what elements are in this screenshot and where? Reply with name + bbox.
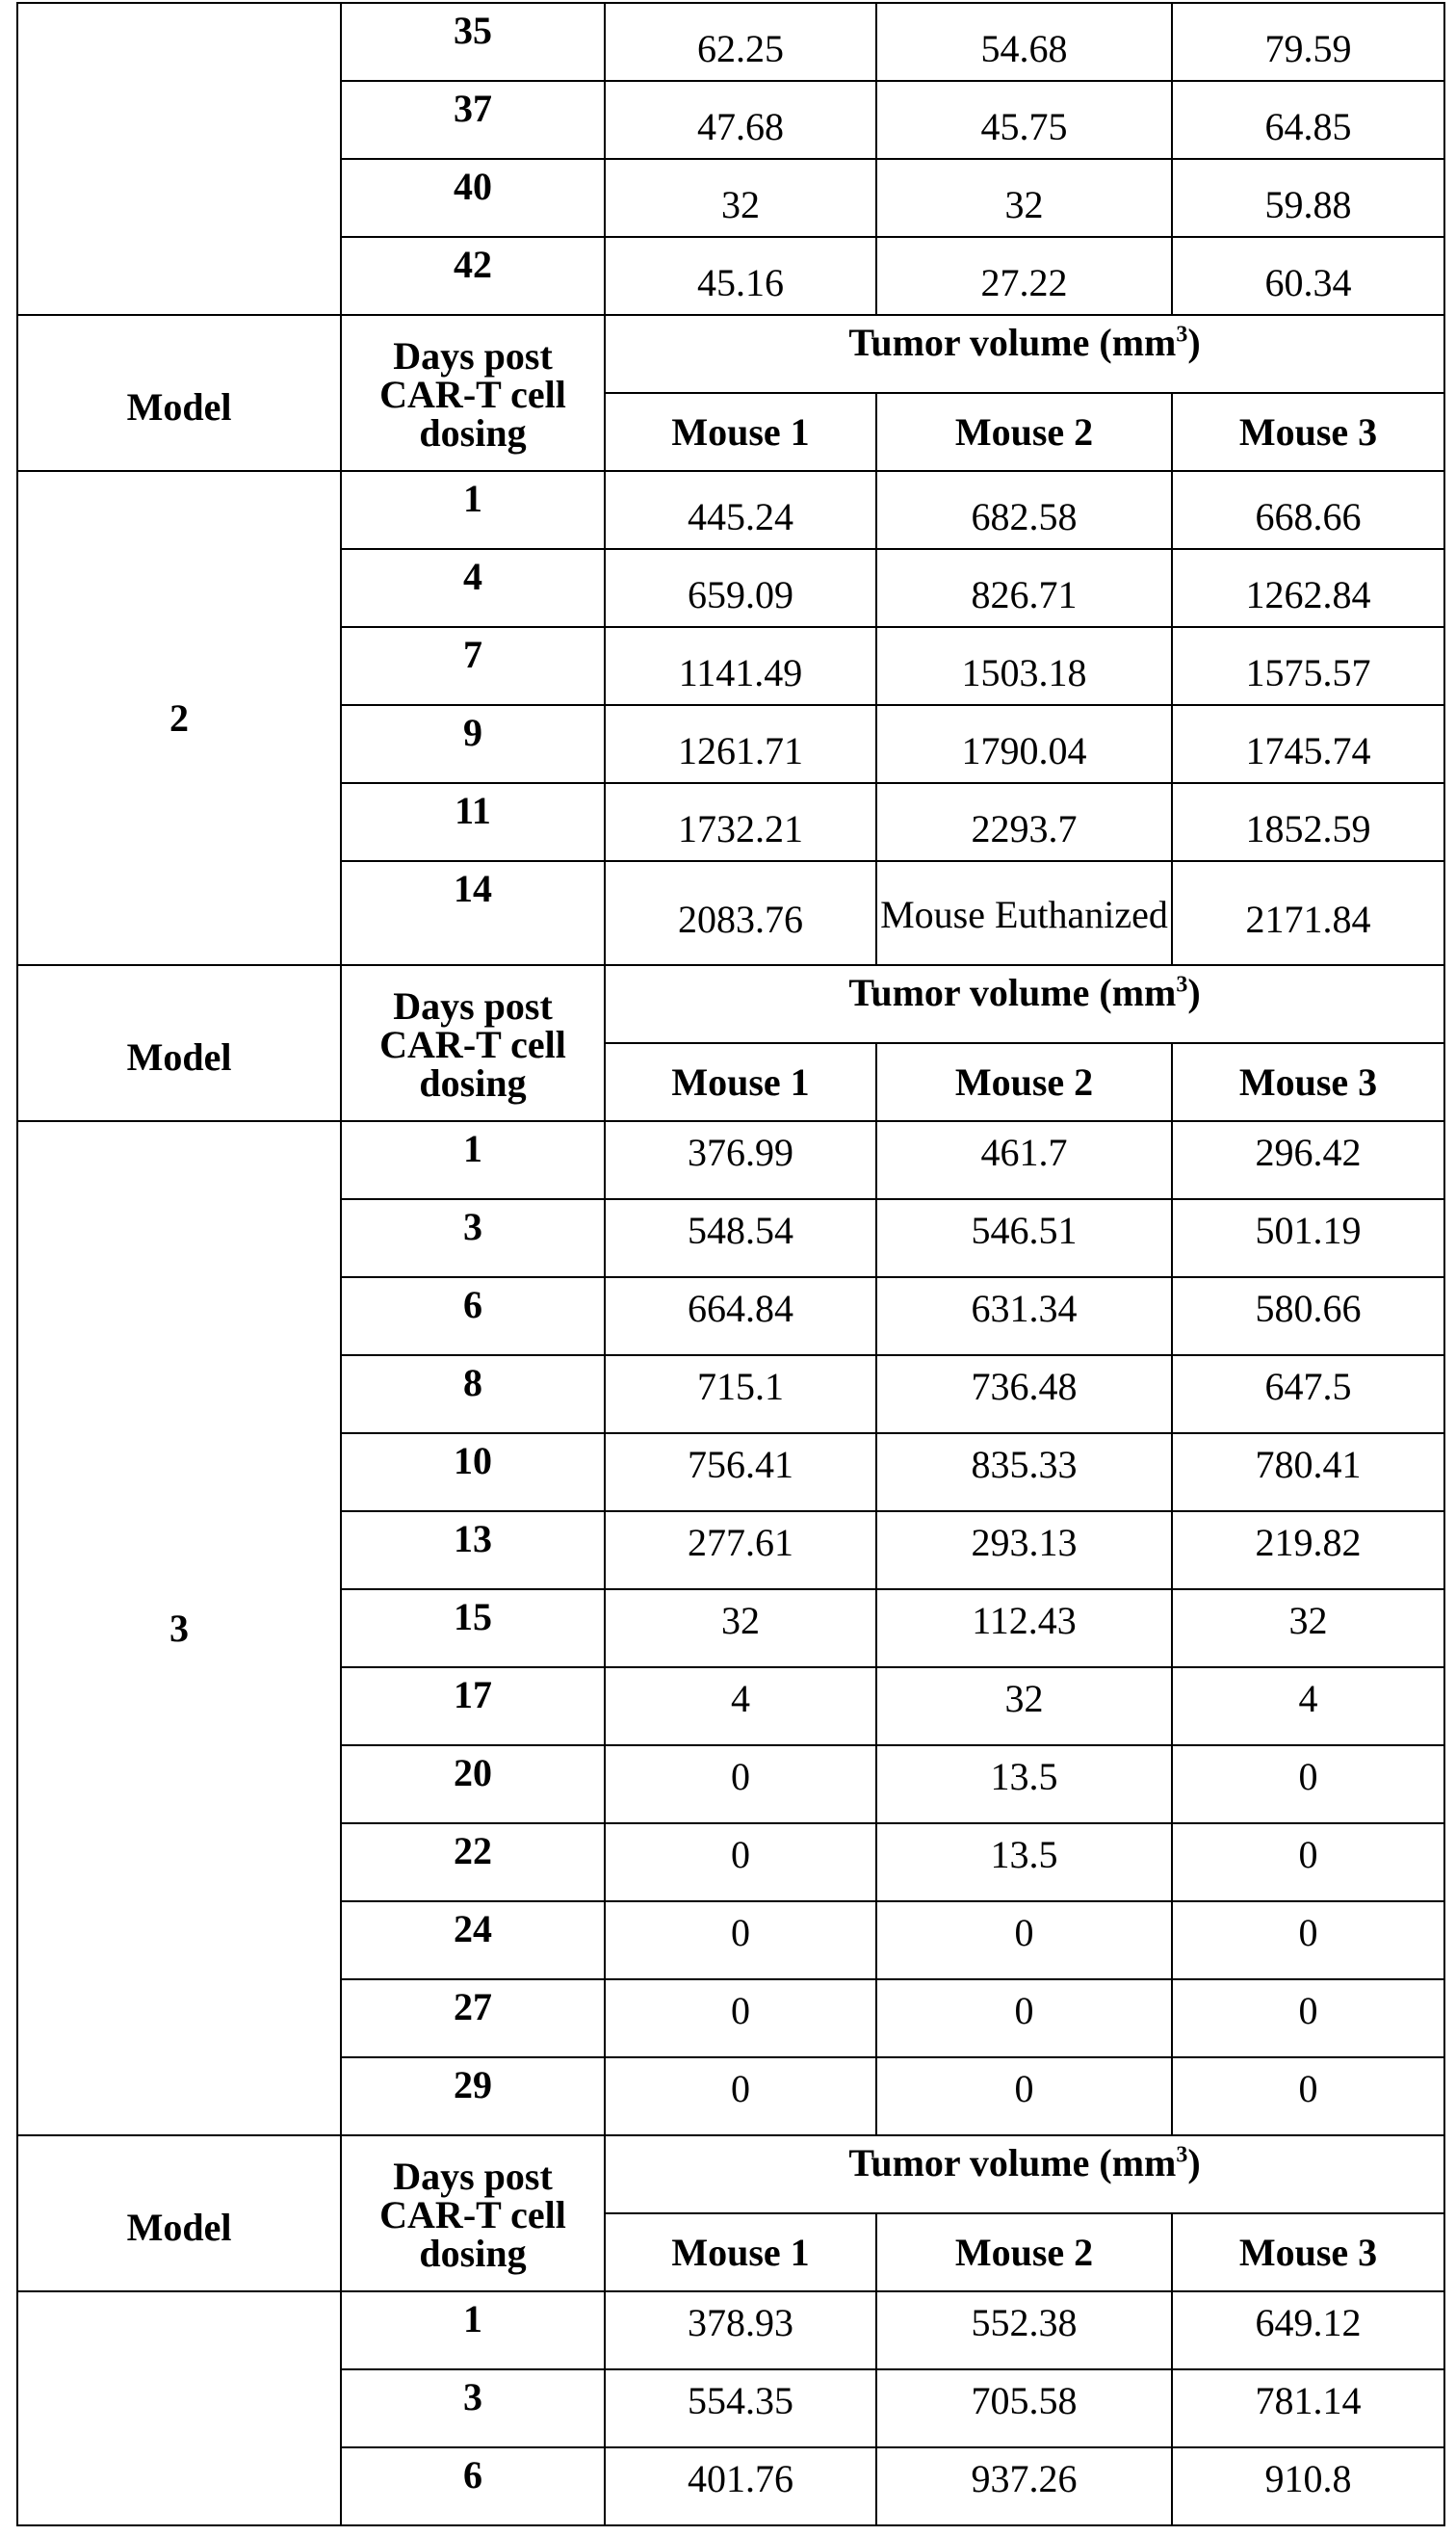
mouse-2-value: 0 bbox=[876, 1979, 1172, 2057]
mouse-2-value: 1503.18 bbox=[876, 627, 1172, 705]
model-cell bbox=[17, 3, 341, 315]
mouse-1-value: 2083.76 bbox=[605, 861, 876, 965]
mouse-1-value: 376.99 bbox=[605, 1121, 876, 1199]
day-cell: 42 bbox=[341, 237, 605, 315]
mouse-3-value: 647.5 bbox=[1172, 1355, 1444, 1433]
mouse-2-value: 45.75 bbox=[876, 81, 1172, 159]
mouse-3-value: 296.42 bbox=[1172, 1121, 1444, 1199]
mouse-2-value: Mouse Euthanized bbox=[876, 861, 1172, 965]
mouse-1-value: 664.84 bbox=[605, 1277, 876, 1355]
mouse-2-value: 546.51 bbox=[876, 1199, 1172, 1277]
day-cell: 9 bbox=[341, 705, 605, 783]
mouse-1-value: 62.25 bbox=[605, 3, 876, 81]
model-header: Model bbox=[17, 2135, 341, 2291]
day-cell: 20 bbox=[341, 1745, 605, 1823]
mouse-1-value: 1261.71 bbox=[605, 705, 876, 783]
mouse-3-value: 781.14 bbox=[1172, 2369, 1444, 2447]
mouse-2-value: 682.58 bbox=[876, 471, 1172, 549]
mouse-1-header: Mouse 1 bbox=[605, 1043, 876, 1121]
day-cell: 37 bbox=[341, 81, 605, 159]
mouse-3-value: 0 bbox=[1172, 1745, 1444, 1823]
mouse-3-value: 0 bbox=[1172, 1823, 1444, 1901]
mouse-2-value: 112.43 bbox=[876, 1589, 1172, 1667]
mouse-2-value: 631.34 bbox=[876, 1277, 1172, 1355]
day-cell: 8 bbox=[341, 1355, 605, 1433]
mouse-1-value: 548.54 bbox=[605, 1199, 876, 1277]
tumor-volume-close: ) bbox=[1187, 2141, 1200, 2184]
day-cell: 1 bbox=[341, 2291, 605, 2369]
day-cell: 24 bbox=[341, 1901, 605, 1979]
mouse-2-value: 0 bbox=[876, 2057, 1172, 2135]
tumor-volume-exponent: 3 bbox=[1176, 323, 1187, 348]
model-cell: 2 bbox=[17, 471, 341, 965]
mouse-3-value: 219.82 bbox=[1172, 1511, 1444, 1589]
table-row bbox=[17, 2291, 1444, 2369]
day-cell: 10 bbox=[341, 1433, 605, 1511]
days-header: Days post CAR-T cell dosing bbox=[341, 965, 605, 1121]
day-cell: 4 bbox=[341, 549, 605, 627]
header-row bbox=[17, 2135, 1444, 2213]
mouse-1-value: 0 bbox=[605, 1745, 876, 1823]
mouse-3-value: 0 bbox=[1172, 1979, 1444, 2057]
mouse-2-value: 705.58 bbox=[876, 2369, 1172, 2447]
mouse-1-value: 0 bbox=[605, 1979, 876, 2057]
day-cell: 14 bbox=[341, 861, 605, 965]
tumor-volume-header bbox=[605, 2135, 1444, 2213]
tumor-volume-close: ) bbox=[1187, 321, 1200, 364]
mouse-1-value: 277.61 bbox=[605, 1511, 876, 1589]
mouse-3-value: 0 bbox=[1172, 1901, 1444, 1979]
tumor-volume-label: Tumor volume (mm bbox=[848, 321, 1176, 364]
day-cell: 13 bbox=[341, 1511, 605, 1589]
mouse-3-value: 32 bbox=[1172, 1589, 1444, 1667]
mouse-2-header: Mouse 2 bbox=[876, 2213, 1172, 2291]
tumor-volume-header bbox=[605, 315, 1444, 393]
mouse-1-value: 32 bbox=[605, 159, 876, 237]
days-header: Days post CAR-T cell dosing bbox=[341, 2135, 605, 2291]
day-cell: 3 bbox=[341, 1199, 605, 1277]
mouse-1-value: 1141.49 bbox=[605, 627, 876, 705]
tumor-volume-exponent: 3 bbox=[1176, 2143, 1187, 2168]
mouse-3-value: 668.66 bbox=[1172, 471, 1444, 549]
header-row bbox=[17, 965, 1444, 1043]
mouse-2-value: 0 bbox=[876, 1901, 1172, 1979]
mouse-1-value: 554.35 bbox=[605, 2369, 876, 2447]
day-cell: 15 bbox=[341, 1589, 605, 1667]
mouse-1-value: 445.24 bbox=[605, 471, 876, 549]
mouse-3-value: 2171.84 bbox=[1172, 861, 1444, 965]
mouse-2-value: 13.5 bbox=[876, 1745, 1172, 1823]
mouse-3-value: 649.12 bbox=[1172, 2291, 1444, 2369]
mouse-3-value: 580.66 bbox=[1172, 1277, 1444, 1355]
day-cell: 40 bbox=[341, 159, 605, 237]
mouse-2-header: Mouse 2 bbox=[876, 393, 1172, 471]
mouse-1-header: Mouse 1 bbox=[605, 2213, 876, 2291]
mouse-1-value: 4 bbox=[605, 1667, 876, 1745]
mouse-2-value: 2293.7 bbox=[876, 783, 1172, 861]
model-cell bbox=[17, 2291, 341, 2525]
mouse-3-value: 79.59 bbox=[1172, 3, 1444, 81]
mouse-2-value: 461.7 bbox=[876, 1121, 1172, 1199]
table-row bbox=[17, 471, 1444, 549]
mouse-1-value: 0 bbox=[605, 1823, 876, 1901]
mouse-3-header: Mouse 3 bbox=[1172, 393, 1444, 471]
table-row bbox=[17, 1121, 1444, 1199]
day-cell: 17 bbox=[341, 1667, 605, 1745]
tumor-volume-label: Tumor volume (mm bbox=[848, 971, 1176, 1014]
day-cell: 6 bbox=[341, 1277, 605, 1355]
mouse-2-value: 293.13 bbox=[876, 1511, 1172, 1589]
tumor-volume-close: ) bbox=[1187, 971, 1200, 1014]
mouse-3-value: 1262.84 bbox=[1172, 549, 1444, 627]
mouse-1-value: 45.16 bbox=[605, 237, 876, 315]
mouse-1-value: 47.68 bbox=[605, 81, 876, 159]
mouse-3-value: 780.41 bbox=[1172, 1433, 1444, 1511]
day-cell: 6 bbox=[341, 2447, 605, 2525]
mouse-1-value: 378.93 bbox=[605, 2291, 876, 2369]
table-row bbox=[17, 3, 1444, 81]
mouse-3-value: 501.19 bbox=[1172, 1199, 1444, 1277]
mouse-2-value: 826.71 bbox=[876, 549, 1172, 627]
mouse-2-value: 552.38 bbox=[876, 2291, 1172, 2369]
mouse-3-value: 910.8 bbox=[1172, 2447, 1444, 2525]
day-cell: 27 bbox=[341, 1979, 605, 2057]
mouse-2-value: 54.68 bbox=[876, 3, 1172, 81]
mouse-1-value: 32 bbox=[605, 1589, 876, 1667]
mouse-3-header: Mouse 3 bbox=[1172, 2213, 1444, 2291]
mouse-3-value: 64.85 bbox=[1172, 81, 1444, 159]
mouse-3-value: 1575.57 bbox=[1172, 627, 1444, 705]
mouse-1-header: Mouse 1 bbox=[605, 393, 876, 471]
mouse-2-value: 32 bbox=[876, 159, 1172, 237]
mouse-1-value: 756.41 bbox=[605, 1433, 876, 1511]
model-header: Model bbox=[17, 965, 341, 1121]
mouse-2-value: 736.48 bbox=[876, 1355, 1172, 1433]
tumor-volume-label: Tumor volume (mm bbox=[848, 2141, 1176, 2184]
tumor-volume-table bbox=[16, 2, 1445, 2526]
tumor-volume-header bbox=[605, 965, 1444, 1043]
model-cell: 3 bbox=[17, 1121, 341, 2135]
mouse-2-value: 835.33 bbox=[876, 1433, 1172, 1511]
mouse-2-value: 27.22 bbox=[876, 237, 1172, 315]
model-header: Model bbox=[17, 315, 341, 471]
mouse-3-value: 0 bbox=[1172, 2057, 1444, 2135]
mouse-1-value: 1732.21 bbox=[605, 783, 876, 861]
mouse-2-value: 1790.04 bbox=[876, 705, 1172, 783]
day-cell: 22 bbox=[341, 1823, 605, 1901]
mouse-2-value: 13.5 bbox=[876, 1823, 1172, 1901]
mouse-1-value: 715.1 bbox=[605, 1355, 876, 1433]
day-cell: 7 bbox=[341, 627, 605, 705]
mouse-1-value: 0 bbox=[605, 2057, 876, 2135]
mouse-2-header: Mouse 2 bbox=[876, 1043, 1172, 1121]
header-row bbox=[17, 315, 1444, 393]
mouse-1-value: 401.76 bbox=[605, 2447, 876, 2525]
mouse-3-value: 4 bbox=[1172, 1667, 1444, 1745]
day-cell: 1 bbox=[341, 471, 605, 549]
mouse-1-value: 659.09 bbox=[605, 549, 876, 627]
mouse-3-value: 59.88 bbox=[1172, 159, 1444, 237]
day-cell: 11 bbox=[341, 783, 605, 861]
mouse-2-value: 937.26 bbox=[876, 2447, 1172, 2525]
day-cell: 1 bbox=[341, 1121, 605, 1199]
mouse-3-value: 60.34 bbox=[1172, 237, 1444, 315]
mouse-1-value: 0 bbox=[605, 1901, 876, 1979]
mouse-3-value: 1852.59 bbox=[1172, 783, 1444, 861]
mouse-3-header: Mouse 3 bbox=[1172, 1043, 1444, 1121]
tumor-volume-exponent: 3 bbox=[1176, 973, 1187, 998]
day-cell: 29 bbox=[341, 2057, 605, 2135]
days-header: Days post CAR-T cell dosing bbox=[341, 315, 605, 471]
day-cell: 35 bbox=[341, 3, 605, 81]
mouse-2-value: 32 bbox=[876, 1667, 1172, 1745]
mouse-3-value: 1745.74 bbox=[1172, 705, 1444, 783]
day-cell: 3 bbox=[341, 2369, 605, 2447]
